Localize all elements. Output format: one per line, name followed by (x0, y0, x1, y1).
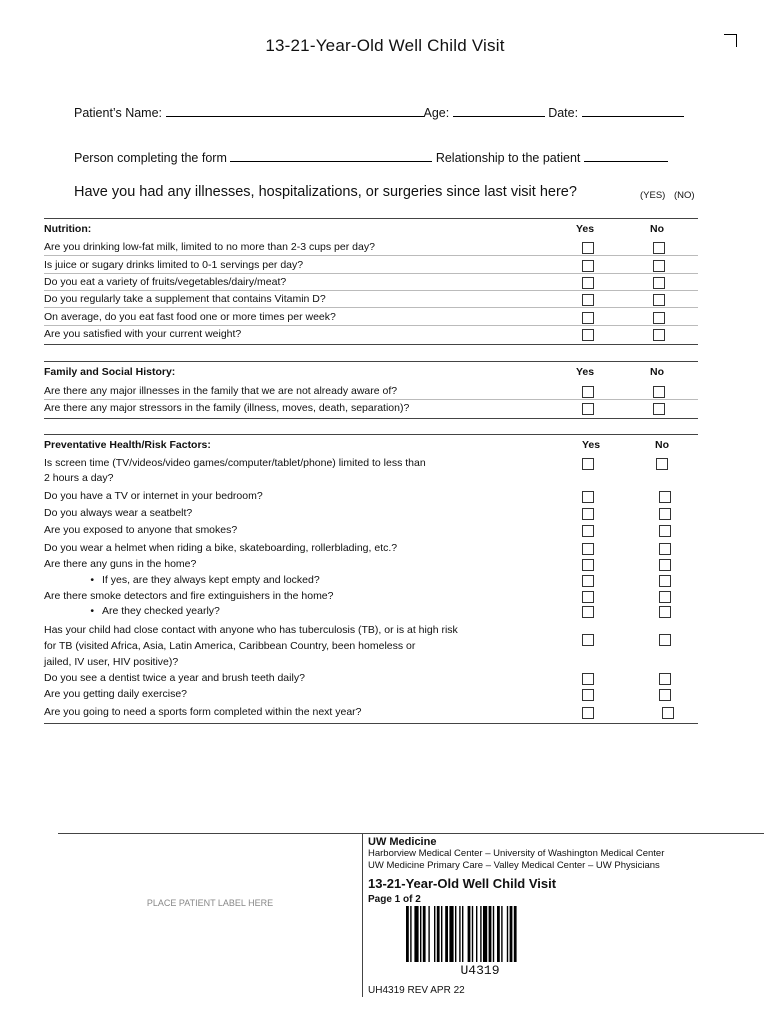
no-checkbox[interactable] (659, 575, 671, 587)
yes-checkbox[interactable] (582, 294, 594, 306)
no-checkbox[interactable] (653, 260, 665, 272)
relationship-field[interactable] (584, 149, 668, 162)
barcode-bar (493, 906, 494, 962)
yes-checkbox[interactable] (582, 312, 594, 324)
question-text-continued: jailed, IV user, HIV positive)? (44, 656, 179, 668)
completer-info-line (74, 149, 668, 165)
question-text: Are there any major stressors in the family (illness, moves, death, separation)? (44, 402, 410, 414)
org-name: UW Medicine (368, 836, 437, 848)
no-checkbox[interactable] (659, 606, 671, 618)
corner-mark (724, 34, 737, 47)
barcode-bar (514, 906, 517, 962)
question-text: Do you regularly take a supplement that contains Vitamin D? (44, 293, 326, 305)
question-text: Do you see a dentist twice a year and brush teeth daily? (44, 672, 305, 684)
preventative-section (44, 434, 698, 726)
no-checkbox[interactable] (659, 634, 671, 646)
no-checkbox[interactable] (659, 508, 671, 520)
person-completing-field[interactable] (230, 149, 432, 162)
yes-checkbox[interactable] (582, 491, 594, 503)
question-text: Do you always wear a seatbelt? (44, 507, 193, 519)
question-text: Are you going to need a sports form completed within the next year? (44, 706, 362, 718)
patient-label-area: PLACE PATIENT LABEL HERE (146, 898, 274, 908)
barcode-bar (437, 906, 440, 962)
row-divider (44, 273, 698, 274)
no-checkbox[interactable] (659, 673, 671, 685)
yes-checkbox[interactable] (582, 634, 594, 646)
preventative-no-header: No (655, 439, 669, 451)
date-label: Date: (548, 106, 579, 120)
yes-checkbox[interactable] (582, 458, 594, 470)
family-yes-header: Yes (576, 366, 595, 378)
illness-yes-option[interactable]: (YES) (640, 190, 666, 201)
divider (44, 218, 698, 219)
revision-code: UH4319 REV APR 22 (368, 985, 465, 996)
barcode-bar (449, 906, 453, 962)
barcode-bar (455, 906, 456, 962)
yes-checkbox[interactable] (582, 403, 594, 415)
question-text: Do you eat a variety of fruits/vegetables/dairy/meat? (44, 276, 287, 288)
patient-info-line (74, 104, 684, 120)
yes-checkbox[interactable] (582, 559, 594, 571)
question-text: On average, do you eat fast food one or more times per week? (44, 311, 336, 323)
person-completing-label: Person completing the form (74, 151, 227, 165)
barcode-bar (414, 906, 418, 962)
barcode (406, 906, 554, 962)
yes-checkbox[interactable] (582, 673, 594, 685)
barcode-bar (459, 906, 460, 962)
no-checkbox[interactable] (659, 525, 671, 537)
nutrition-section (44, 218, 698, 348)
barcode-bar (510, 906, 513, 962)
age-field[interactable] (453, 104, 545, 117)
question-text: Are you drinking low-fat milk, limited to no more than 2-3 cups per day? (44, 241, 375, 253)
question-text: Are you satisfied with your current weight? (44, 328, 242, 340)
barcode-bar (489, 906, 492, 962)
no-checkbox[interactable] (653, 312, 665, 324)
family-section (44, 361, 698, 423)
nutrition-no-header: No (650, 223, 664, 235)
nutrition-heading: Nutrition: (44, 223, 92, 235)
no-checkbox[interactable] (659, 591, 671, 603)
barcode-bar (410, 906, 411, 962)
barcode-bar (462, 906, 463, 962)
no-checkbox[interactable] (659, 491, 671, 503)
yes-checkbox[interactable] (582, 606, 594, 618)
no-checkbox[interactable] (659, 689, 671, 701)
barcode-bar (468, 906, 471, 962)
no-checkbox[interactable] (653, 242, 665, 254)
row-divider (44, 399, 698, 400)
barcode-bar (445, 906, 448, 962)
yes-checkbox[interactable] (582, 575, 594, 587)
yes-checkbox[interactable] (582, 689, 594, 701)
yes-checkbox[interactable] (582, 329, 594, 341)
row-divider (44, 325, 698, 326)
question-text: Are there any guns in the home? (44, 558, 197, 570)
barcode-bar (428, 906, 429, 962)
no-checkbox[interactable] (662, 707, 674, 719)
barcode-bar (497, 906, 500, 962)
no-checkbox[interactable] (653, 294, 665, 306)
question-text: Do you wear a helmet when riding a bike, skateboarding, rollerblading, etc.? (44, 542, 398, 554)
sub-question (44, 574, 320, 587)
barcode-bar (507, 906, 508, 962)
row-divider (44, 290, 698, 291)
yes-checkbox[interactable] (582, 543, 594, 555)
bullet: • (90, 574, 94, 586)
question-text: Is juice or sugary drinks limited to 0-1 servings per day? (44, 259, 304, 271)
barcode-bar (434, 906, 435, 962)
org-line-2: UW Medicine Primary Care – Valley Medical Center – UW Physicians (368, 860, 660, 871)
yes-checkbox[interactable] (582, 525, 594, 537)
question-text: Are there any major illnesses in the family that we are not already aware of? (44, 385, 398, 397)
no-checkbox[interactable] (656, 458, 668, 470)
question-text: Are you exposed to anyone that smokes? (44, 524, 238, 536)
yes-checkbox[interactable] (582, 508, 594, 520)
no-checkbox[interactable] (653, 277, 665, 289)
yes-checkbox[interactable] (582, 277, 594, 289)
barcode-bar (472, 906, 473, 962)
page-title: 13-21-Year-Old Well Child Visit (265, 36, 505, 55)
sub-question (44, 605, 220, 618)
barcode-bar (406, 906, 409, 962)
barcode-bar (420, 906, 421, 962)
divider (44, 418, 698, 419)
no-checkbox[interactable] (653, 329, 665, 341)
yes-checkbox[interactable] (582, 386, 594, 398)
question-text: Do you have a TV or internet in your bedroom? (44, 490, 263, 502)
row-divider (44, 307, 698, 308)
barcode-bar (501, 906, 502, 962)
barcode-bar (476, 906, 477, 962)
barcode-bar (483, 906, 487, 962)
no-checkbox[interactable] (659, 543, 671, 555)
yes-checkbox[interactable] (582, 260, 594, 272)
question-text-continued: for TB (visited Africa, Asia, Latin America, Caribbean Country, been homeless or (44, 640, 416, 652)
illness-question: Have you had any illnesses, hospitalizations, or surgeries since last visit here? (74, 184, 577, 200)
relationship-label: Relationship to the patient (435, 151, 581, 165)
question-text-continued: 2 hours a day? (44, 472, 114, 484)
barcode-bar (441, 906, 442, 962)
no-checkbox[interactable] (659, 559, 671, 571)
org-line-1: Harborview Medical Center – University of Washington Medical Center (368, 848, 665, 859)
footer-form-title: 13-21-Year-Old Well Child Visit (368, 876, 557, 891)
barcode-bar (423, 906, 426, 962)
illness-no-option[interactable]: (NO) (674, 190, 695, 201)
preventative-yes-header: Yes (582, 439, 601, 451)
question-text: Are they checked yearly? (102, 605, 220, 617)
no-checkbox[interactable] (653, 386, 665, 398)
patient-name-field[interactable] (166, 104, 424, 117)
yes-checkbox[interactable] (582, 591, 594, 603)
nutrition-yes-header: Yes (576, 223, 595, 235)
divider (44, 434, 698, 435)
page-indicator: Page 1 of 2 (368, 894, 421, 905)
question-text: Are there smoke detectors and fire extinguishers in the home? (44, 590, 334, 602)
age-label: Age: (423, 106, 450, 120)
yes-checkbox[interactable] (582, 242, 594, 254)
question-text: Are you getting daily exercise? (44, 688, 187, 700)
date-field[interactable] (582, 104, 684, 117)
patient-name-label: Patient’s Name: (74, 106, 163, 120)
footer-vertical-divider (362, 833, 363, 997)
row-divider (44, 255, 698, 256)
yes-checkbox[interactable] (582, 707, 594, 719)
bullet: • (90, 605, 94, 617)
question-text: If yes, are they always kept empty and locked? (102, 574, 320, 586)
footer-divider (58, 833, 764, 834)
no-checkbox[interactable] (653, 403, 665, 415)
divider (44, 723, 698, 724)
divider (44, 361, 698, 362)
divider (44, 344, 698, 345)
question-text: Is screen time (TV/videos/video games/computer/tablet/phone) limited to less than (44, 457, 426, 469)
barcode-number: U4319 (460, 963, 500, 978)
barcode-bar (480, 906, 481, 962)
question-text: Has your child had close contact with anyone who has tuberculosis (TB), or is at high risk (44, 624, 458, 636)
preventative-heading: Preventative Health/Risk Factors: (44, 439, 211, 451)
family-no-header: No (650, 366, 664, 378)
family-heading: Family and Social History: (44, 366, 176, 378)
